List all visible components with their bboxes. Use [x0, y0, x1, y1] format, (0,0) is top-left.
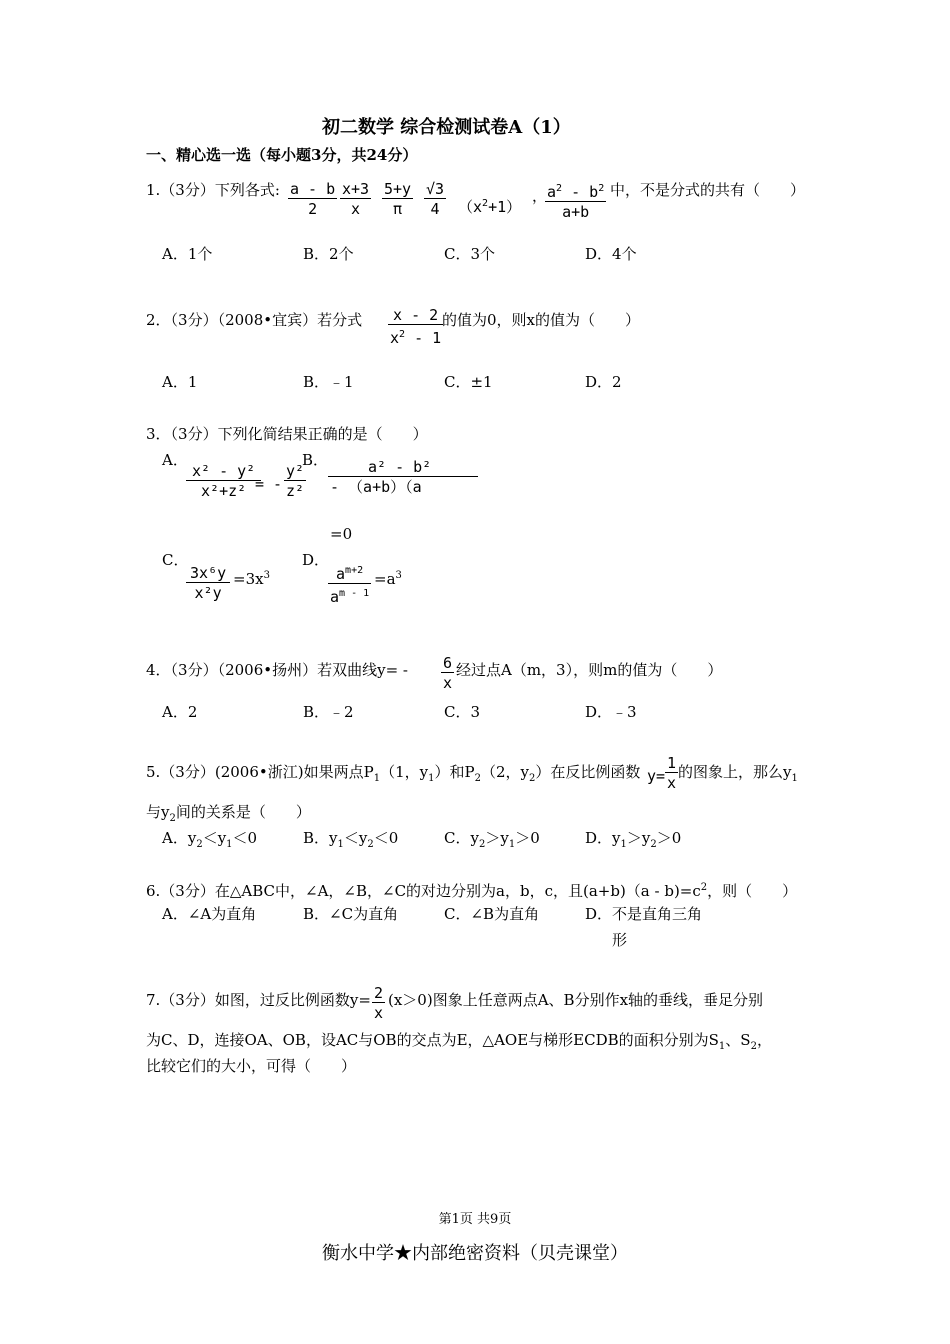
q5-t5: ）在反比例函数 — [535, 763, 641, 781]
q7-s2: 2 — [750, 1041, 757, 1052]
q1-f5-b: - b — [562, 183, 599, 201]
q1-f5-sq2: 2 — [598, 183, 605, 194]
q2-option-d[interactable]: D．2 — [585, 373, 622, 391]
q5-od-1: D．y — [585, 829, 621, 847]
q6-option-d-wrap: 形 — [612, 931, 628, 949]
q3-b-result: =0 — [330, 525, 353, 543]
q5-f-den: x — [667, 774, 677, 792]
q7-line-1b: (x＞0)图象上任意两点A、B分别作x轴的垂线，垂足分别 — [388, 991, 764, 1009]
q6-option-b[interactable]: B．∠C为直角 — [303, 905, 399, 923]
q3-b-fraction — [328, 458, 478, 497]
q5-t2: （1，y — [380, 763, 429, 781]
q3-a-fraction — [186, 462, 261, 501]
q5-oa-2: ＜y — [202, 829, 227, 847]
q3-a-num2: y² — [286, 462, 305, 480]
q1-f4-den: 4 — [430, 200, 440, 218]
q2-option-a[interactable]: A．1 — [162, 373, 198, 391]
q5-t4: （2，y — [480, 763, 529, 781]
q1-fraction-4 — [424, 180, 446, 219]
q5-oc-s2: 1 — [508, 839, 516, 850]
q5-s2: 1 — [428, 773, 435, 784]
q5-ob-1: B．y — [303, 829, 338, 847]
q2-stem: 2．（3分）（2008•宜宾）若分式 — [146, 311, 363, 329]
q1-tail: 中，不是分式的共有（ ） — [610, 181, 806, 199]
q1-polynomial — [458, 194, 521, 217]
q7-line-2 — [146, 1030, 772, 1057]
q3-d-rhs-exp: 3 — [395, 570, 402, 581]
q3-a-den: x²+z² — [201, 482, 247, 500]
q4-option-d[interactable]: D．﹣3 — [585, 703, 637, 721]
q1-poly-close: +1） — [488, 198, 522, 216]
q5-s4: 2 — [528, 773, 536, 784]
q5-ob-2: ＜y — [343, 829, 368, 847]
q4-option-b[interactable]: B．﹣2 — [303, 703, 354, 721]
q5-od-2: ＞y — [626, 829, 651, 847]
q4-fraction — [441, 654, 454, 693]
q1-fraction-2 — [340, 180, 371, 219]
q1-stem: 1.（3分）下列各式: — [146, 181, 280, 199]
q5-line-2 — [146, 802, 311, 829]
q2-f-num: x - 2 — [388, 306, 443, 325]
q5-fraction — [665, 754, 678, 793]
q1-f5-sq1: 2 — [556, 183, 563, 194]
q1-f2-num: x+3 — [342, 180, 370, 198]
q7-fraction — [372, 984, 385, 1023]
q1-option-a[interactable]: A．1个 — [162, 245, 213, 263]
q3-c-rhs — [233, 566, 270, 589]
q5-oc-2: ＞y — [485, 829, 509, 847]
q6-stem-tail: ，则（ ） — [707, 882, 798, 900]
q2-den-exp: 2 — [399, 329, 406, 340]
q1-option-d[interactable]: D．4个 — [585, 245, 637, 263]
q7-f-num: 2 — [374, 984, 384, 1002]
q5-oa-3: ＜0 — [232, 829, 258, 847]
q5-oa-s1: 2 — [196, 839, 203, 850]
q3-d-num-base: a — [336, 565, 346, 583]
q4-f-num: 6 — [443, 654, 453, 672]
q2-den-rest: - 1 — [405, 329, 442, 347]
q3-d-rhs — [374, 566, 402, 589]
q6-stem-text: 6.（3分）在△ABC中，∠A，∠B，∠C的对边分别为a，b，c，且(a+b)（a - b)=c — [146, 882, 701, 900]
q1-comma: ， — [532, 187, 548, 205]
q5-oa-1: A．y — [162, 829, 197, 847]
q3-d-num — [328, 562, 371, 584]
q2-tail: 的值为0，则x的值为（ ） — [442, 311, 641, 329]
q7-t1: 为C、D，连接OA、OB，设AC与OB的交点为E，△AOE与梯形ECDB的面积分别为S — [146, 1031, 719, 1049]
q1-f3-num: 5+y — [384, 180, 412, 198]
q7-f-den: x — [374, 1004, 384, 1022]
q5-option-d[interactable] — [585, 828, 681, 855]
q5-t6: 的图象上，那么y — [678, 763, 792, 781]
q1-f3-den: π — [393, 200, 403, 218]
q1-fraction-5 — [545, 180, 606, 222]
q7-s1: 1 — [718, 1041, 726, 1052]
q5-t8: 间的关系是（ ） — [175, 803, 311, 821]
q5-func-y: y= — [647, 767, 666, 785]
q5-option-a[interactable] — [162, 828, 257, 855]
q5-s5: 1 — [791, 773, 798, 784]
q3-d-fraction — [328, 562, 371, 607]
q6-option-a[interactable]: A．∠A为直角 — [162, 905, 257, 923]
q3-c-fraction — [186, 564, 230, 603]
q2-f-den — [388, 325, 443, 348]
q4-f-den: x — [443, 674, 453, 692]
q5-od-3: ＞0 — [656, 829, 682, 847]
q1-fraction-1 — [288, 180, 337, 219]
q5-t1: 5.（3分）(2006•浙江)如果两点P — [146, 763, 374, 781]
q1-f5-den: a+b — [562, 203, 590, 221]
q5-oc-s1: 2 — [478, 839, 486, 850]
q3-d-den-exp: m - 1 — [339, 588, 370, 599]
q3-d-den — [328, 584, 371, 607]
q5-ob-s1: 1 — [337, 839, 344, 850]
page-footer: 第1页 共9页 — [438, 1212, 512, 1227]
q4-option-c[interactable]: C．3 — [444, 703, 481, 721]
q1-f5-num — [545, 180, 606, 202]
q3-a-den2: z² — [286, 482, 305, 500]
q5-line-1b — [678, 762, 798, 789]
q1-f4-num: √3 — [426, 180, 445, 198]
q6-option-d[interactable]: D．不是直角三角 — [585, 905, 703, 923]
q3-b-num: a² - b² — [328, 458, 478, 477]
section-heading: 一、精心选一选（每小题3分，共24分） — [146, 146, 418, 164]
q3-d-num-exp: m+2 — [345, 565, 364, 576]
q5-line-1a — [146, 762, 640, 789]
q1-poly-open: （x — [458, 198, 483, 216]
q5-f-num: 1 — [667, 754, 677, 772]
q6-stem — [146, 878, 797, 901]
q5-oa-s2: 1 — [226, 839, 233, 850]
q3-d-rhs-base: =a — [374, 570, 396, 588]
q5-t3: ）和P — [434, 763, 475, 781]
q3-option-a-label[interactable]: A． — [162, 451, 188, 469]
q1-f2-den: x — [351, 200, 361, 218]
q5-s1: 1 — [373, 773, 381, 784]
q7-t3: ， — [756, 1031, 772, 1049]
q5-oc-3: ＞0 — [515, 829, 540, 847]
q5-t7: 与y — [146, 803, 170, 821]
q1-option-b[interactable]: B．2个 — [303, 245, 354, 263]
q2-option-b[interactable]: B．﹣1 — [303, 373, 354, 391]
q3-a-clip — [284, 462, 305, 504]
q1-fraction-3 — [382, 180, 413, 219]
q5-s6: 2 — [169, 813, 176, 824]
q1-poly-exp: 2 — [482, 198, 489, 209]
q6-option-c[interactable]: C．∠B为直角 — [444, 905, 540, 923]
q3-a-num: x² - y² — [186, 462, 261, 481]
watermark-text: 衡水中学★内部绝密资料（贝壳课堂） — [322, 1243, 628, 1264]
q5-option-c[interactable] — [444, 828, 540, 855]
q5-oc-1: C．y — [444, 829, 479, 847]
q7-line-3: 比较它们的大小，可得（ ） — [146, 1057, 357, 1075]
q2-option-c[interactable]: C．±1 — [444, 373, 493, 391]
q3-a-rhs: = - — [255, 475, 283, 493]
q3-b-den: - （a+b）（a — [330, 478, 422, 496]
q3-d-den-base: a — [330, 588, 340, 606]
page-title: 初二数学 综合检测试卷A（1） — [322, 117, 571, 138]
q7-t2: 、S — [725, 1031, 751, 1049]
q1-f5-a: a — [547, 183, 557, 201]
q3-option-c-label[interactable]: C． — [162, 551, 189, 569]
q6-stem-exp: 2 — [700, 882, 708, 893]
q2-fraction — [388, 306, 443, 348]
q2-den-base: x — [390, 329, 400, 347]
q5-od-s1: 1 — [620, 839, 627, 850]
q3-c-rhs-exp: 3 — [263, 570, 270, 581]
q5-s3: 2 — [474, 773, 481, 784]
q3-option-b-label[interactable]: B． — [302, 451, 329, 469]
q4-stem: 4．（3分）（2006•扬州）若双曲线y= - — [146, 661, 408, 679]
q3-c-den: x²y — [194, 584, 222, 602]
q5-ob-s2: 2 — [367, 839, 374, 850]
q3-c-num: 3x⁶y — [186, 564, 230, 583]
q4-tail: 经过点A（m，3），则m的值为（ ） — [456, 661, 723, 679]
q5-ob-3: ＜0 — [373, 829, 399, 847]
q4-option-a[interactable]: A．2 — [162, 703, 198, 721]
q3-option-d-label[interactable]: D． — [302, 551, 330, 569]
q5-option-b[interactable] — [303, 828, 398, 855]
q1-option-c[interactable]: C．3个 — [444, 245, 496, 263]
q5-od-s2: 2 — [650, 839, 657, 850]
q3-c-rhs-base: =3x — [233, 570, 264, 588]
q1-f1-num: a - b — [290, 180, 336, 198]
q1-f1-den: 2 — [308, 200, 318, 218]
q7-line-1a: 7.（3分）如图，过反比例函数y= — [146, 991, 371, 1009]
q3-b-clip — [328, 456, 444, 506]
q3-stem: 3．（3分）下列化简结果正确的是（ ） — [146, 425, 428, 443]
